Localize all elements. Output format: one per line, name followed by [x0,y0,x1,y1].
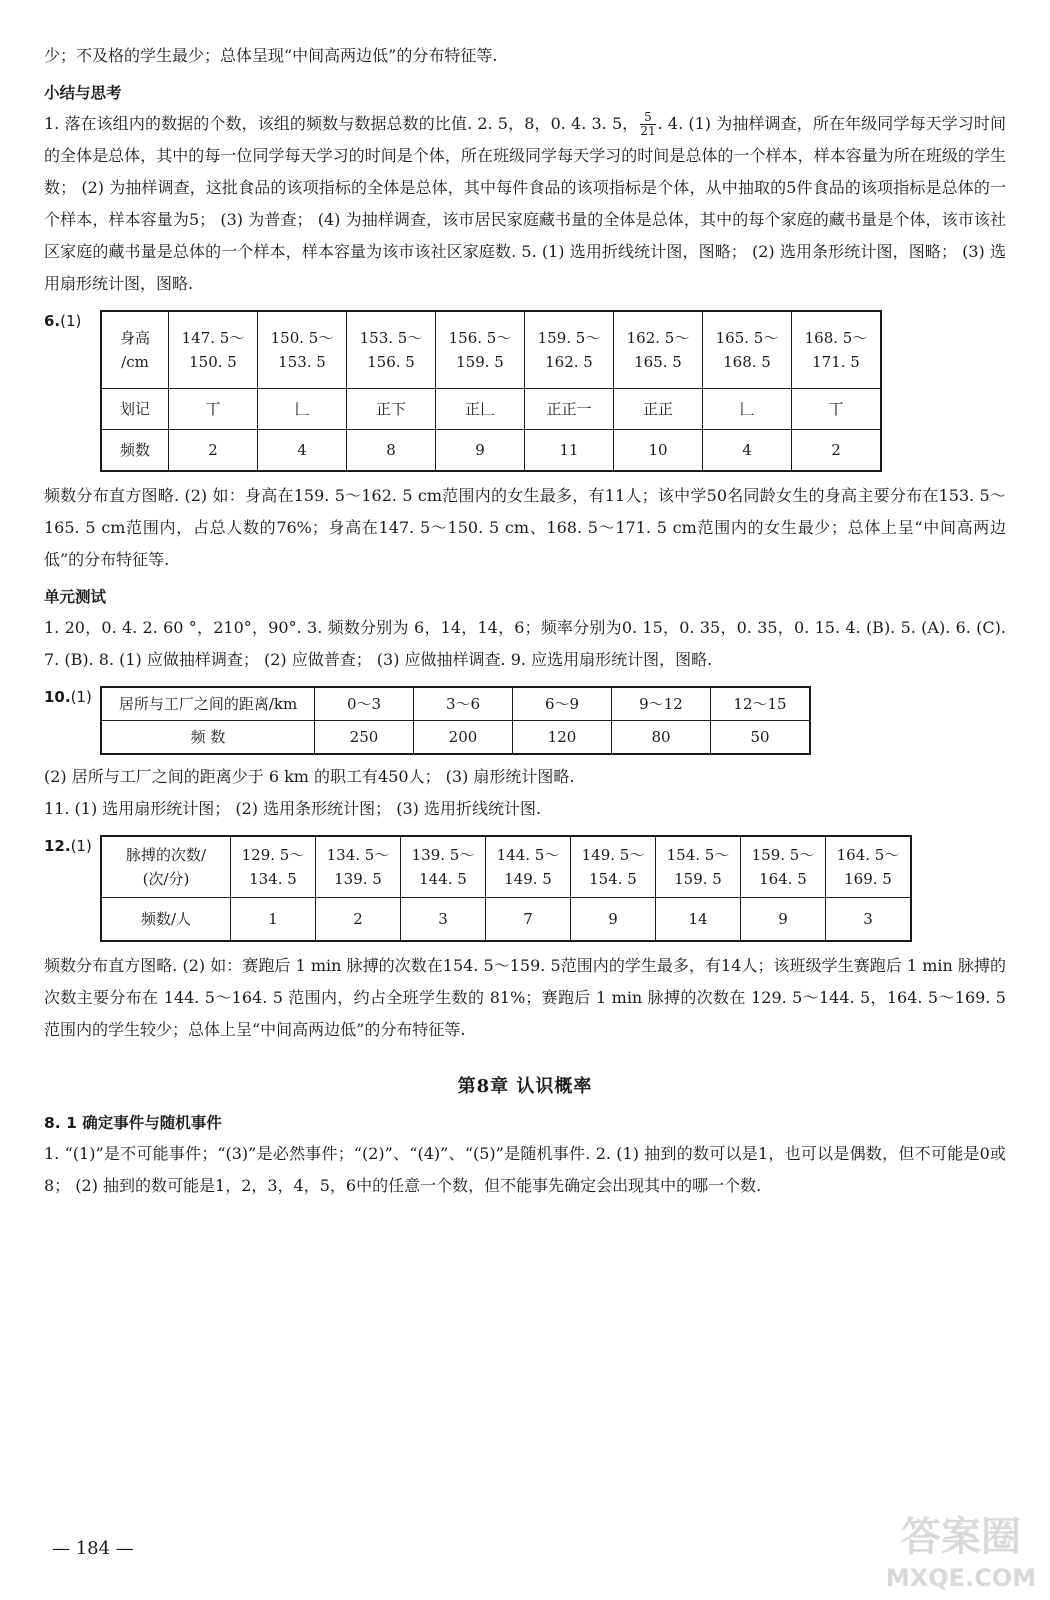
pulse-frequency-table [100,835,912,942]
watermark-line2: MXQE.COM [885,1564,1037,1592]
fraction-denominator: 21 [640,124,656,138]
table-row [101,389,881,430]
q6-after: 频数分布直方图略. (2) 如：身高在159. 5～162. 5 cm范围内的女生最多，有11人；该中学50名同龄女生的身高主要分布在153. 5～165. 5 cm范围内，占总人数的76%；身高在147. 5～150. 5 cm、168. 5～171. 5 cm范围内的女生最少；总体上呈“中间高两边低”的分布特征等. [44,486,1006,569]
fraction-numerator: 5 [640,111,655,125]
section-title-8-1: 8. 1 确定事件与随机事件 [44,1114,222,1132]
table-cell: 168. 5～ 171. 5 [792,311,882,389]
table-cell: 8 [347,430,436,472]
table-cell: 200 [414,721,513,755]
q10-number: 10. [44,688,71,706]
q10-label [44,686,100,706]
q12-part: (1) [70,837,92,855]
summary-paragraph [44,108,1006,300]
table-cell: 0～3 [315,687,414,721]
page-number: — 184 — [52,1538,134,1559]
table-row [101,311,881,389]
table-cell: 6～9 [513,687,612,721]
table-cell: 120 [513,721,612,755]
table-cell: 150. 5～ 153. 5 [258,311,347,389]
table-cell: 156. 5～ 159. 5 [436,311,525,389]
table-cell: 脉搏的次数/ (次/分) [101,836,231,898]
q6-number: 6. [44,312,61,330]
q10-part: (1) [70,688,92,706]
table-cell: 149. 5～ 154. 5 [571,836,656,898]
distance-frequency-table [100,686,811,755]
q6-table-block [44,310,1006,472]
table-cell: 164. 5～ 169. 5 [826,836,912,898]
table-cell: 2 [169,430,258,472]
q10-after: (2) 居所与工厂之间的距离少于 6 km 的职工有450人； (3) 扇形统计图略. [44,767,575,786]
table-row [101,687,810,721]
intro-line: 少；不及格的学生最少；总体呈现“中间高两边低”的分布特征等. [44,46,498,65]
table-cell: 159. 5～ 162. 5 [525,311,614,389]
table-cell: 身高 /cm [101,311,169,389]
table-cell: 频数 [101,430,169,472]
summary-text-a: 1. 落在该组内的数据的个数，该组的频数与数据总数的比值. 2. 5，8，0. 4. 3. 5， [44,114,639,133]
table-cell: 1 [231,898,316,942]
table-cell: 134. 5～ 139. 5 [316,836,401,898]
table-cell: 9 [571,898,656,942]
page-content [44,40,1006,1202]
table-cell: 4 [703,430,792,472]
table-row [101,430,881,472]
table-cell: 正正 [614,389,703,430]
table-cell: 9 [741,898,826,942]
table-cell: 频 数 [101,721,315,755]
q12-table-block [44,835,1006,942]
table-cell: 80 [612,721,711,755]
table-cell: 11 [525,430,614,472]
table-cell: 9 [436,430,525,472]
table-cell: 丅 [169,389,258,430]
table-cell: 2 [792,430,882,472]
table-cell: 165. 5～ 168. 5 [703,311,792,389]
q12-label [44,835,100,855]
table-cell: 丅 [792,389,882,430]
table-cell: 147. 5～ 150. 5 [169,311,258,389]
table-cell: 14 [656,898,741,942]
table-cell: 162. 5～ 165. 5 [614,311,703,389]
chapter-title: 第8章 认识概率 [457,1076,593,1097]
table-cell: 3 [826,898,912,942]
table-cell: 144. 5～ 149. 5 [486,836,571,898]
watermark-line1: 答案圈 [901,1514,1021,1560]
table-cell: 9～12 [612,687,711,721]
table-cell: 154. 5～ 159. 5 [656,836,741,898]
section-8-1-paragraph: 1. “(1)”是不可能事件；“(3)”是必然事件；“(2)”、“(4)”、“(5)”是随机事件. 2. (1) 抽到的数可以是1，也可以是偶数，但不可能是0或8； (2) 抽到的数可能是1，2，3，4，5，6中的任意一个数，但不能事先确定会出现其中的哪一个数. [44,1144,1006,1195]
table-row [101,898,911,942]
table-cell: 3～6 [414,687,513,721]
table-cell: 153. 5～ 156. 5 [347,311,436,389]
height-frequency-table [100,310,882,472]
fraction [640,111,655,138]
q12-number: 12. [44,837,71,855]
table-cell: 频数/人 [101,898,231,942]
q11-paragraph: 11. (1) 选用扇形统计图； (2) 选用条形统计图； (3) 选用折线统计图. [44,799,542,818]
section-title-summary: 小结与思考 [44,84,122,102]
q12-after: 频数分布直方图略. (2) 如：赛跑后 1 min 脉搏的次数在154. 5～159. 5范围内的学生最多，有14人；该班级学生赛跑后 1 min 脉搏的次数主要分布在 144. 5～164. 5 范围内，约占全班学生数的 81%；赛跑后 1 min 脉搏的次数在 129. 5～144. 5，164. 5～169. 5 范围内的学生较少；总体上呈“中间高两边低”的分布特征等. [44,956,1006,1039]
table-cell: 正𠃊 [436,389,525,430]
table-row [101,721,810,755]
table-cell: 129. 5～ 134. 5 [231,836,316,898]
table-cell: 正正一 [525,389,614,430]
table-cell: 7 [486,898,571,942]
table-cell: 10 [614,430,703,472]
summary-text-b: . 4. (1) 为抽样调查，所在年级同学每天学习时间的全体是总体，其中的每一位同学每天学习的时间是个体，所在班级同学每天学习的时间是总体的一个样本，样本容量为所在班级的学生数； (2) 为抽样调查，这批食品的该项指标的全体是总体，其中每件食品的该项指标是个体，从中抽取的5件食品的该项指标是总体的一个样本，样本容量为5； (3) 为普查； (4) 为抽样调查，该市居民家庭藏书量的全体是总体，其中的每个家庭的藏书量是个体，该市该社区家庭的藏书量是总体的一个样本，样本容量为该市该社区家庭数. 5. (1) 选用折线统计图，图略； (2) 选用条形统计图，图略； (3) 选用扇形统计图，图略. [44,114,1006,293]
q10-table-block [44,686,1006,755]
table-cell: 4 [258,430,347,472]
q6-part: (1) [60,312,82,330]
table-cell: 12～15 [711,687,811,721]
table-cell: 𠃊 [703,389,792,430]
table-cell: 50 [711,721,811,755]
table-cell: 159. 5～ 164. 5 [741,836,826,898]
table-cell: 139. 5～ 144. 5 [401,836,486,898]
table-row [101,836,911,898]
unit-test-paragraph: 1. 20，0. 4. 2. 60 °，210°，90°. 3. 频数分别为 6，14，14，6；频率分别为0. 15，0. 35，0. 35，0. 15. 4. (B). 5. (A). 6. (C). 7. (B). 8. (1) 应做抽样调查； (2) 应做普查； (3) 应做抽样调查. 9. 应选用扇形统计图，图略. [44,618,1006,669]
table-cell: 250 [315,721,414,755]
table-cell: 划记 [101,389,169,430]
watermark-logo [876,1498,1046,1598]
table-cell: 2 [316,898,401,942]
q6-label [44,310,100,330]
table-cell: 居所与工厂之间的距离/km [101,687,315,721]
table-cell: 𠃊 [258,389,347,430]
table-cell: 正下 [347,389,436,430]
table-cell: 3 [401,898,486,942]
section-title-unit-test: 单元测试 [44,588,107,606]
